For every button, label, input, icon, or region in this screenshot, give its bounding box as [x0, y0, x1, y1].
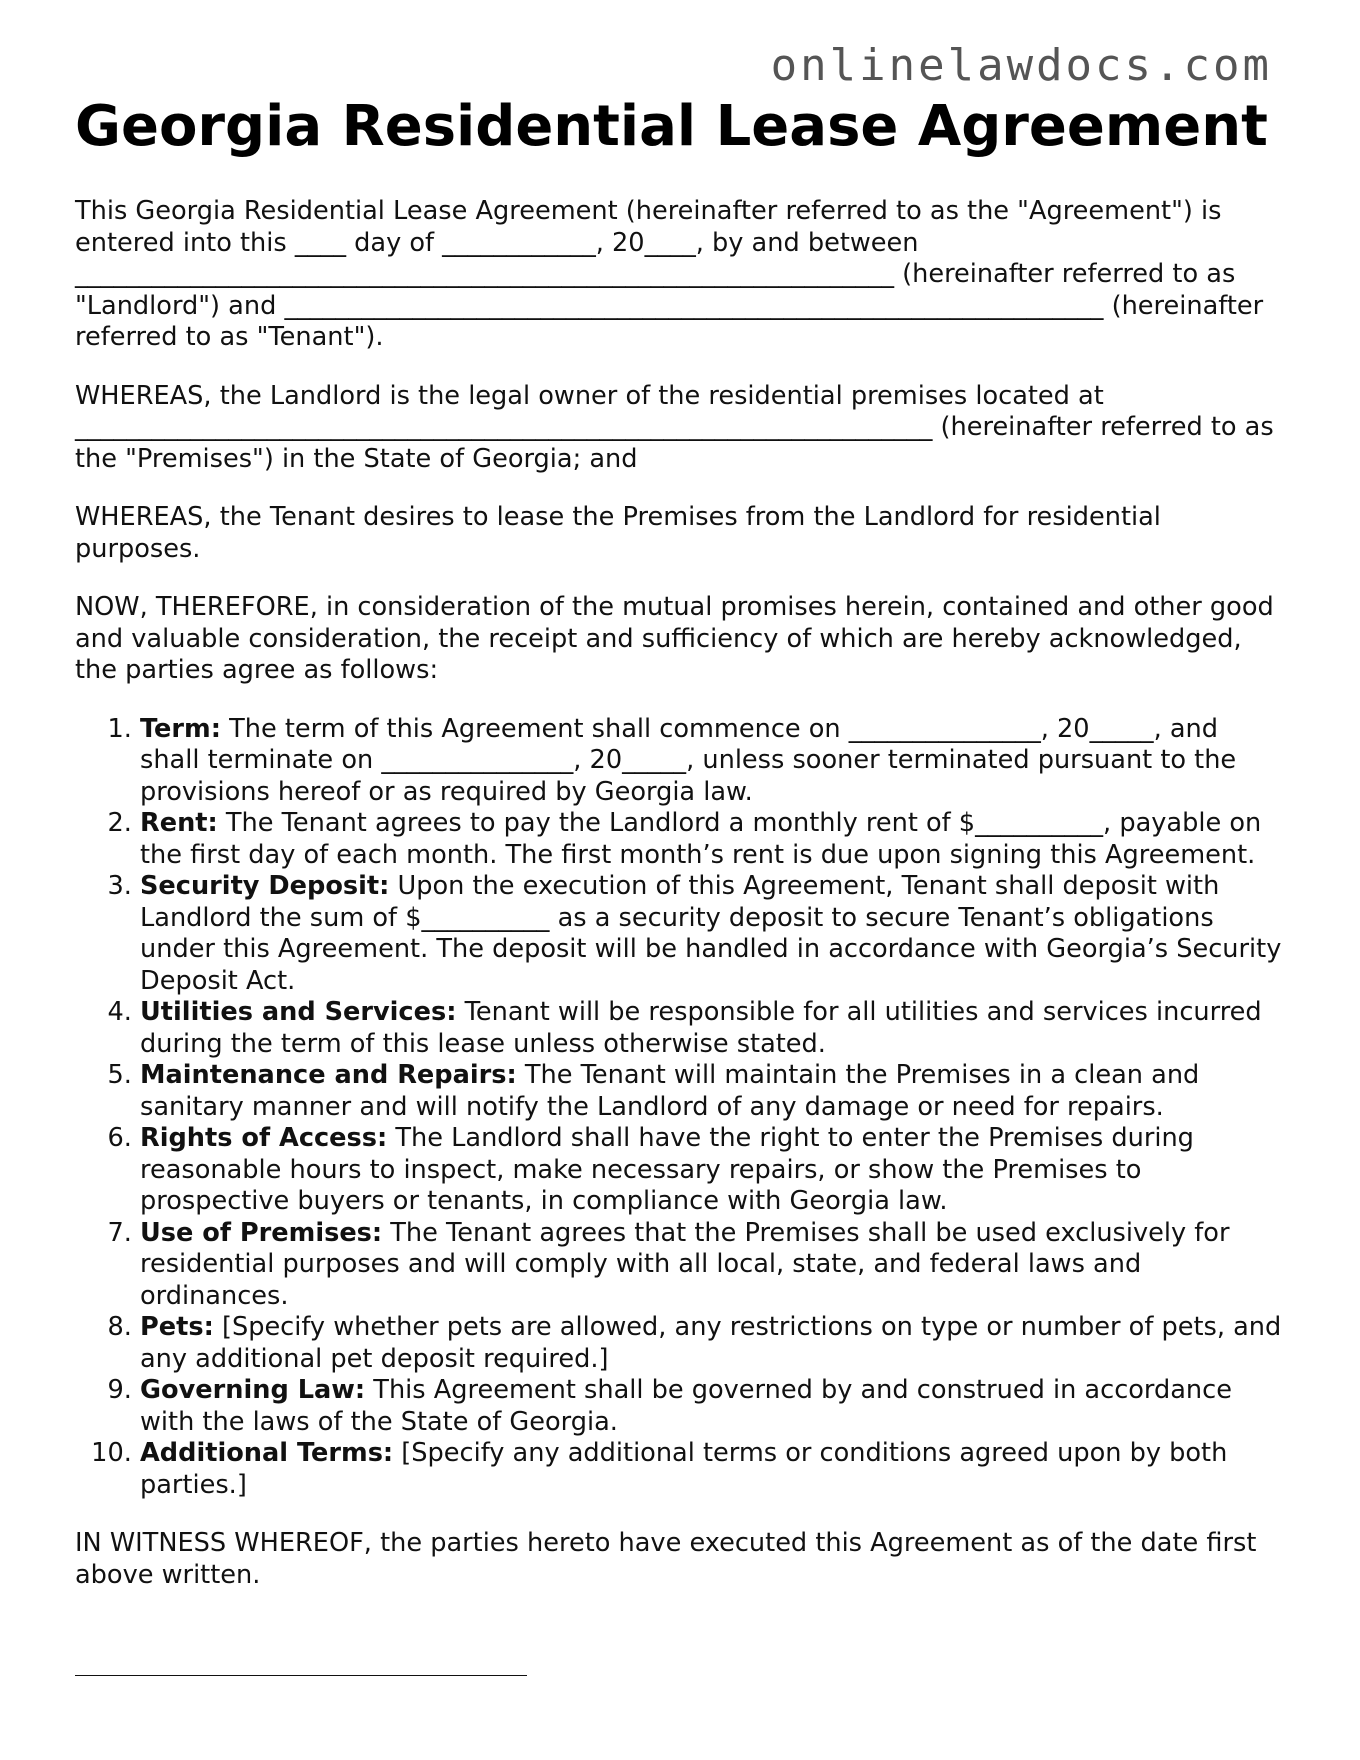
term-heading: Security Deposit:: [140, 871, 390, 901]
term-text: Tenant will be responsible for all utilities and services incurred during the term of this lease unless otherwise stated.: [140, 997, 1262, 1059]
intro-paragraph: This Georgia Residential Lease Agreement (hereinafter referred to as the "Agreement") is entered into this ____ day of ____________, 20____, by and between ________________________________________________________________ (hereinafter referred to as "Landlord") and ________________________________________________________________ (hereinafter referred to as "Tenant").: [75, 196, 1264, 352]
term-heading: Additional Terms:: [140, 1438, 394, 1468]
whereas-premises-paragraph: WHEREAS, the Landlord is the legal owner of the residential premises located at ___________________________________________________________________ (hereinafter referred to as the "Premises") in the State of Georgia; and: [75, 380, 1274, 474]
term-item: [140, 997, 1285, 1060]
term-item: [140, 808, 1285, 871]
term-heading: Rights of Access:: [140, 1123, 388, 1153]
whereas-tenant-paragraph: WHEREAS, the Tenant desires to lease the Premises from the Landlord for residential purposes.: [75, 502, 1161, 564]
term-item: [140, 1312, 1285, 1375]
term-item: [140, 1218, 1285, 1313]
term-text: [Specify any additional terms or conditions agreed upon by both parties.]: [140, 1438, 1228, 1500]
term-item: [140, 871, 1285, 997]
term-item: [140, 714, 1285, 809]
terms-list: [75, 714, 1285, 1502]
term-item: [140, 1123, 1285, 1218]
term-heading: Maintenance and Repairs:: [140, 1060, 517, 1090]
term-text: [Specify whether pets are allowed, any restrictions on type or number of pets, and any additional pet deposit required.]: [140, 1312, 1282, 1374]
term-heading: Governing Law:: [140, 1375, 366, 1405]
term-item: [140, 1438, 1285, 1501]
term-text: This Agreement shall be governed by and construed in accordance with the laws of the State of Georgia.: [140, 1375, 1232, 1437]
term-text: The Tenant agrees that the Premises shall be used exclusively for residential purposes and will comply with all local, state, and federal laws and ordinances.: [140, 1217, 1230, 1311]
watermark: onlinelawdocs.com: [770, 40, 1272, 91]
term-item: [140, 1060, 1285, 1123]
term-text: The Tenant agrees to pay the Landlord a monthly rent of $__________, payable on the first day of each month. The first month’s rent is due upon signing this Agreement.: [140, 808, 1262, 870]
now-therefore-paragraph: NOW, THEREFORE, in consideration of the mutual promises herein, contained and other good and valuable consideration, the receipt and sufficiency of which are hereby acknowledged, the parties agree as follows:: [75, 592, 1274, 685]
document-body: [75, 196, 1285, 1618]
term-item: [140, 1375, 1285, 1438]
term-text: The term of this Agreement shall commence on _______________, 20_____, and shall terminate on _______________, 20_____, unless sooner terminated pursuant to the provisions hereof or as required by Georgia law.: [140, 713, 1237, 807]
term-text: The Tenant will maintain the Premises in a clean and sanitary manner and will notify the Landlord of any damage or need for repairs.: [140, 1060, 1200, 1122]
term-text: Upon the execution of this Agreement, Tenant shall deposit with Landlord the sum of $__________ as a security deposit to secure Tenant’s obligations under this Agreement. The deposit will be handled in accordance with Georgia’s Security Deposit Act.: [140, 871, 1282, 996]
term-heading: Term:: [140, 713, 221, 744]
term-heading: Rent:: [140, 808, 218, 838]
term-heading: Use of Premises:: [140, 1217, 383, 1248]
term-heading: Pets:: [140, 1312, 214, 1342]
signature-line: [75, 1675, 527, 1676]
term-text: The Landlord shall have the right to enter the Premises during reasonable hours to inspect, make necessary repairs, or show the Premises to prospective buyers or tenants, in compliance with Georgia law.: [140, 1123, 1194, 1216]
witness-paragraph: IN WITNESS WHEREOF, the parties hereto have executed this Agreement as of the date first above written.: [75, 1528, 1257, 1590]
document-title: Georgia Residential Lease Agreement: [75, 94, 1268, 159]
term-heading: Utilities and Services:: [140, 997, 457, 1027]
